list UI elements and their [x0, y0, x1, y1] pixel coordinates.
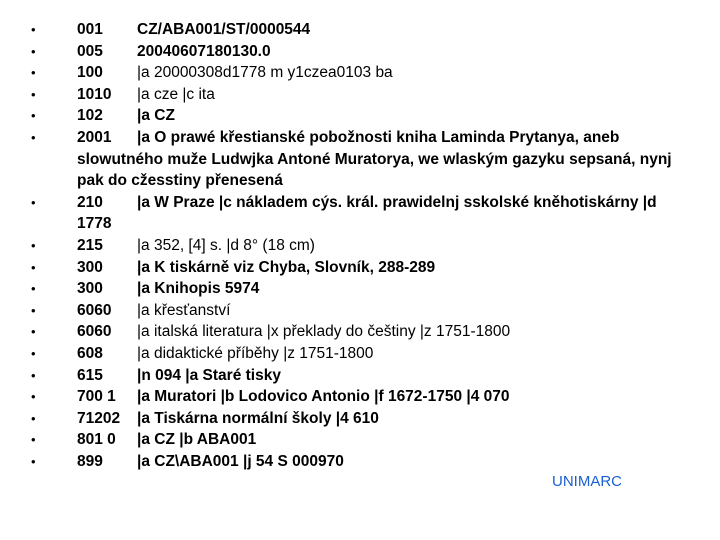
field-value: |a CZ |b ABA001 — [137, 431, 257, 449]
record-field — [0, 105, 720, 127]
field-tag: 700 1 — [77, 388, 116, 406]
field-value: |a křesťanství — [137, 301, 231, 319]
unimarc-record — [0, 19, 720, 472]
field-tag: 005 — [77, 42, 103, 60]
record-field — [0, 84, 720, 106]
record-field — [0, 429, 720, 451]
field-tag: 215 — [77, 236, 103, 254]
field-tag: 2001 — [77, 128, 112, 146]
record-field — [0, 408, 720, 430]
record-field — [0, 127, 720, 192]
field-tag: 608 — [77, 344, 103, 362]
record-field — [0, 321, 720, 343]
field-value: |a Knihopis 5974 — [137, 280, 260, 298]
record-field — [0, 19, 720, 41]
field-tag: 001 — [77, 21, 103, 38]
record-field — [0, 235, 720, 257]
field-tag: 300 — [77, 258, 103, 276]
field-value: |a O prawé křestianské pobožnosti kniha Laminda Prytanya, aneb slowutného muže Ludwjka Antoné Muratorya, we wlaským gazyku sepsaná, nynj pak do cžesstiny přenesená — [77, 128, 672, 190]
field-tag: 71202 — [77, 409, 121, 427]
field-value: |a Muratori |b Lodovico Antonio |f 1672-1750 |4 070 — [137, 388, 510, 406]
field-value: |a CZ\ABA001 |j 54 S 000970 — [137, 452, 344, 470]
field-tag: 102 — [77, 107, 103, 125]
field-tag: 100 — [77, 64, 103, 82]
record-field — [0, 257, 720, 279]
field-tag: 210 — [77, 193, 103, 211]
record-field — [0, 62, 720, 84]
field-tag: 801 0 — [77, 431, 116, 449]
field-tag: 6060 — [77, 301, 112, 319]
field-value: |a Tiskárna normální školy |4 610 — [137, 409, 379, 427]
field-tag: 6060 — [77, 323, 112, 341]
record-field — [0, 451, 720, 473]
field-tag: 615 — [77, 366, 103, 384]
field-value: |a W Praze |c nákladem cýs. král. prawidelnj sskolské kněhotiskárny |d 1778 — [77, 193, 657, 233]
field-value: |a cze |c ita — [137, 85, 215, 103]
field-value: 20040607180130.0 — [137, 42, 271, 60]
field-value: |a didaktické příběhy |z 1751-1800 — [137, 344, 374, 362]
field-tag: 1010 — [77, 85, 112, 103]
record-field — [0, 278, 720, 300]
record-field — [0, 41, 720, 63]
format-label: UNIMARC — [552, 473, 622, 490]
field-value: |a 352, [4] s. |d 8° (18 cm) — [137, 236, 315, 254]
field-value: CZ/ABA001/ST/0000544 — [137, 21, 311, 38]
record-field — [0, 192, 720, 235]
record-field — [0, 300, 720, 322]
field-value: |a italská literatura |x překlady do češtiny |z 1751-1800 — [137, 323, 511, 341]
field-tag: 899 — [77, 452, 103, 470]
record-field — [0, 386, 720, 408]
field-value: |a 20000308d1778 m y1czea0103 ba — [137, 64, 393, 82]
record-field — [0, 343, 720, 365]
field-tag: 300 — [77, 280, 103, 298]
record-field — [0, 365, 720, 387]
field-value: |a K tiskárně viz Chyba, Slovník, 288-289 — [137, 258, 436, 276]
field-value: |a CZ — [137, 107, 175, 125]
field-value: |n 094 |a Staré tisky — [137, 366, 281, 384]
